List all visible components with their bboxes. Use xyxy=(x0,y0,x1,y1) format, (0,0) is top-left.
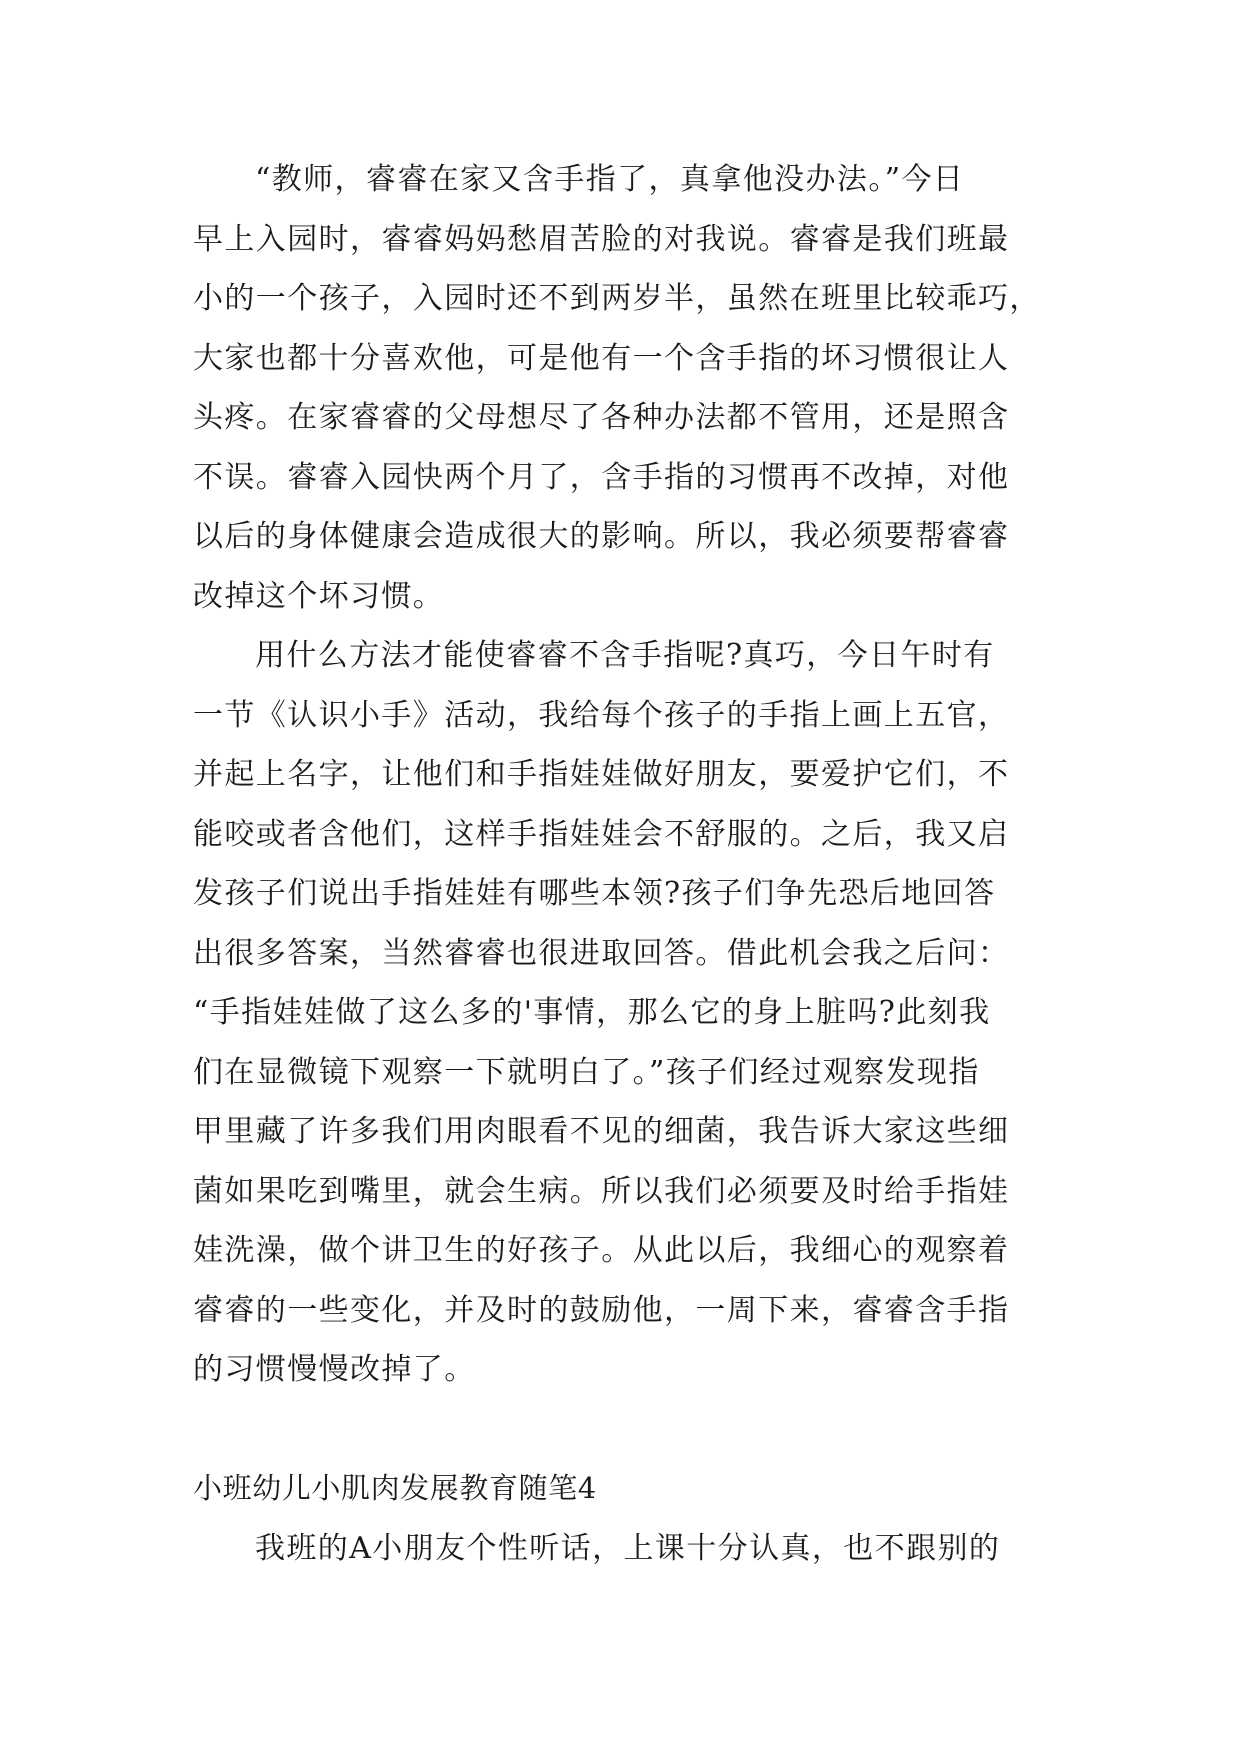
text-line: 小的一个孩子，入园时还不到两岁半，虽然在班里比较乖巧， xyxy=(193,281,1041,316)
text-line: 发孩子们说出手指娃娃有哪些本领?孩子们争先恐后地回答 xyxy=(193,876,996,911)
text-line: “教师，睿睿在家又含手指了，真拿他没办法。”今日 xyxy=(255,162,965,197)
text-line: 的习惯慢慢改掉了。 xyxy=(193,1352,476,1387)
text-line: 们在显微镜下观察一下就明白了。”孩子们经过观察发现指 xyxy=(193,1054,980,1090)
text-line: 一节《认识小手》活动，我给每个孩子的手指上画上五官， xyxy=(193,697,1010,733)
paragraph-2 xyxy=(193,626,1055,1400)
text-line: 娃洗澡，做个讲卫生的好孩子。从此以后，我细心的观察着 xyxy=(193,1233,1010,1268)
text-line: 能咬或者含他们，这样手指娃娃会不舒服的。之后，我又启 xyxy=(193,816,1010,852)
text-line: 不误。睿睿入园快两个月了，含手指的习惯再不改掉，对他 xyxy=(193,459,1010,495)
text-line: 早上入园时，睿睿妈妈愁眉苦脸的对我说。睿睿是我们班最 xyxy=(193,221,1010,257)
text-line: 用什么方法才能使睿睿不含手指呢?真巧，今日午时有 xyxy=(255,638,995,673)
text-line: 改掉这个坏习惯。 xyxy=(193,578,445,614)
text-line: 菌如果吃到嘴里，就会生病。所以我们必须要及时给手指娃 xyxy=(193,1173,1010,1209)
text-line: 我班的A小朋友个性听话，上课十分认真，也不跟别的 xyxy=(255,1530,1001,1566)
text-line: 以后的身体健康会造成很大的影响。所以，我必须要帮睿睿 xyxy=(193,519,1010,554)
section-spacer xyxy=(193,1400,1055,1460)
document-page xyxy=(193,150,1055,1578)
text-line: “手指娃娃做了这么多的'事情，那么它的身上脏吗?此刻我 xyxy=(193,995,991,1030)
section-title: 小班幼儿小肌肉发展教育随笔4 xyxy=(193,1471,597,1505)
paragraph-1 xyxy=(193,150,1055,626)
text-line: 大家也都十分喜欢他，可是他有一个含手指的坏习惯很让人 xyxy=(193,340,1010,376)
text-line: 并起上名字，让他们和手指娃娃做好朋友，要爱护它们，不 xyxy=(193,757,1010,792)
text-line: 甲里藏了许多我们用肉眼看不见的细菌，我告诉大家这些细 xyxy=(193,1114,1010,1149)
text-line: 睿睿的一些变化，并及时的鼓励他，一周下来，睿睿含手指 xyxy=(193,1292,1010,1328)
text-line: 头疼。在家睿睿的父母想尽了各种办法都不管用，还是照含 xyxy=(193,400,1010,435)
paragraph-3 xyxy=(193,1519,1055,1579)
text-line: 出很多答案，当然睿睿也很进取回答。借此机会我之后问： xyxy=(193,935,1010,971)
